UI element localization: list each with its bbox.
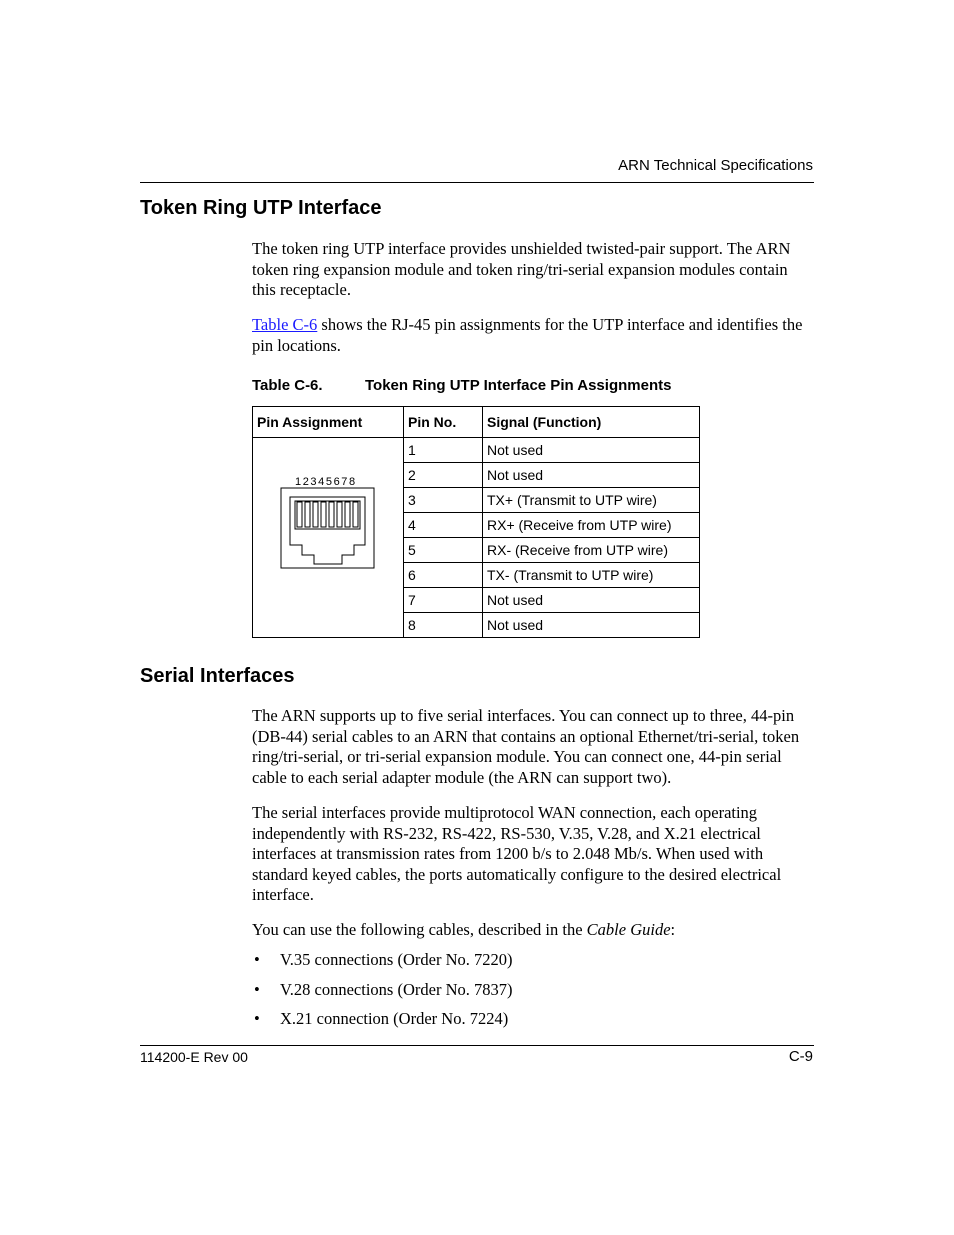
cable-list (252, 950, 512, 1039)
table-c6-link[interactable]: Table C-6 (252, 315, 318, 334)
table-caption-title: Token Ring UTP Interface Pin Assignments (365, 377, 672, 394)
pin-number-cell: 7 (404, 588, 483, 613)
contact-pin-2 (305, 502, 310, 527)
list-item (252, 950, 512, 980)
contact-pin-1 (297, 502, 302, 527)
signal-cell: Not used (483, 463, 700, 488)
list-item-text: V.28 connections (Order No. 7837) (280, 979, 513, 999)
signal-cell: RX- (Receive from UTP wire) (483, 538, 700, 563)
contact-pin-7 (345, 502, 350, 527)
list-item-text: V.35 connections (Order No. 7220) (280, 950, 513, 969)
pin-number-cell: 1 (404, 438, 483, 463)
serial-paragraph-3-text: You can use the following cables, described in the (252, 920, 587, 939)
signal-cell: RX+ (Receive from UTP wire) (483, 513, 700, 538)
token-ring-paragraph-2-text: shows the RJ-45 pin assignments for the UTP interface and identifies the pin locations. (252, 315, 803, 355)
rj45-diagram-cell (253, 438, 404, 638)
bullet-icon: • (254, 979, 260, 999)
pin-number-cell: 6 (404, 563, 483, 588)
column-header: Pin Assignment (253, 407, 404, 438)
signal-cell: TX+ (Transmit to UTP wire) (483, 488, 700, 513)
header-rule (140, 182, 814, 183)
serial-paragraph-1: The ARN supports up to five serial interfaces. You can connect up to three, 44-pin (DB-44) serial cables to an ARN that contains an optional Ethernet/tri-serial, token ring/tri-serial, or tri-serial expansion module. You can connect one, 44-pin serial cable to each serial adapter module (the ARN can support two). (252, 706, 800, 787)
cable-guide-title: Cable Guide (586, 920, 671, 939)
table-header-row (253, 407, 700, 438)
pin-number-cell: 3 (404, 488, 483, 513)
pin-number-label: 12345678 (295, 475, 357, 488)
column-header: Pin No. (404, 407, 483, 438)
serial-paragraph-2: The serial interfaces provide multiprotocol WAN connection, each operating independently with RS-232, RS-422, RS-530, V.35, V.28, and X.21 electrical interfaces at transmission rates from 1200 b/s to 2.048 Mb/s. When used with standard keyed cables, the ports automatically configure to the desired electrical interface. (252, 803, 782, 904)
table-caption (252, 377, 671, 394)
contact-pin-5 (329, 502, 334, 527)
signal-cell: Not used (483, 588, 700, 613)
footer-rule (140, 1045, 814, 1046)
column-header: Signal (Function) (483, 407, 700, 438)
contact-pin-6 (337, 502, 342, 527)
table-row (253, 438, 700, 463)
page-number: C-9 (788, 1048, 813, 1065)
signal-cell: TX- (Transmit to UTP wire) (483, 563, 700, 588)
contact-pin-8 (353, 502, 358, 527)
pin-number-cell: 4 (404, 513, 483, 538)
rj45-jack-diagram (257, 439, 399, 637)
running-header: ARN Technical Specifications (618, 157, 813, 174)
pin-number-cell: 2 (404, 463, 483, 488)
contact-pin-4 (321, 502, 326, 527)
list-item (252, 1009, 512, 1039)
token-ring-paragraph-1: The token ring UTP interface provides unshielded twisted-pair support. The ARN token ring expansion module and token ring/tri-serial expansion modules contain this receptacle. (252, 239, 791, 299)
signal-cell: Not used (483, 613, 700, 638)
contact-pin-3 (313, 502, 318, 527)
bullet-icon: • (254, 1009, 260, 1028)
pin-number-cell: 5 (404, 538, 483, 563)
serial-paragraph-3-end: : (670, 920, 676, 939)
list-item (252, 980, 512, 1010)
section-heading-token-ring: Token Ring UTP Interface (140, 197, 382, 219)
pin-number-cell: 8 (404, 613, 483, 638)
signal-cell: Not used (483, 438, 700, 463)
table-caption-number: Table C-6. (252, 377, 323, 394)
document-number: 114200-E Rev 00 (140, 1049, 248, 1065)
bullet-icon: • (254, 950, 260, 969)
list-item-text: X.21 connection (Order No. 7224) (280, 1009, 509, 1028)
serial-paragraph-3 (252, 920, 814, 941)
token-ring-paragraph-2 (252, 315, 814, 356)
section-heading-serial: Serial Interfaces (140, 665, 295, 687)
pin-assignment-table (252, 406, 700, 638)
